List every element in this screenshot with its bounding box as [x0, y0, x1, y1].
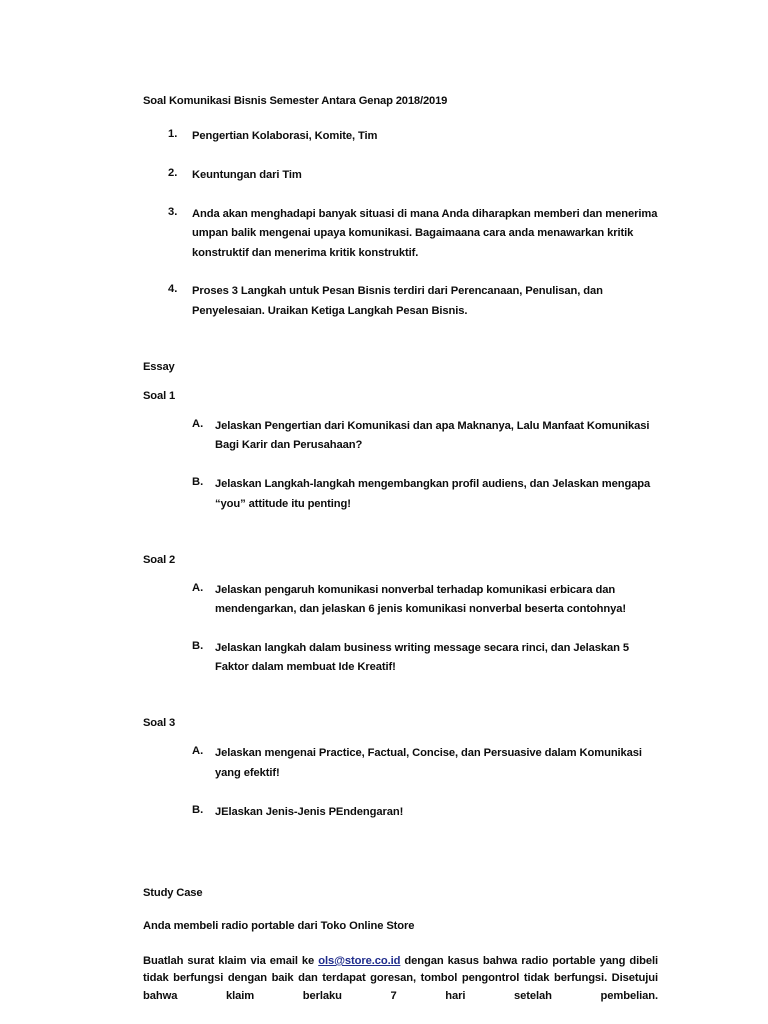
- list-marker: B.: [192, 476, 204, 489]
- list-item: [143, 743, 658, 801]
- list-marker: 4.: [168, 283, 178, 296]
- list-item: [143, 204, 658, 282]
- list-item-text: Jelaskan Langkah-langkah mengembangkan profil audiens, dan Jelaskan mengapa “you” attitude itu penting!: [215, 478, 651, 510]
- list-marker: 3.: [168, 205, 178, 218]
- spacer: [143, 935, 658, 953]
- list-item: [143, 165, 658, 204]
- list-item: [143, 474, 658, 532]
- list-item-text: Jelaskan langkah dalam business writing message secara rinci, dan Jelaskan 5 Faktor dalam membuat Ide Kreatif!: [215, 641, 630, 674]
- study-case-heading: Study Case: [143, 887, 203, 900]
- list-marker: A.: [192, 745, 204, 758]
- list-item: [143, 802, 658, 841]
- question-list-soal-1: [143, 416, 658, 532]
- essay-heading: Essay: [143, 360, 175, 373]
- section-heading-soal-1: Soal 1: [143, 389, 176, 402]
- list-marker: A.: [192, 581, 204, 594]
- study-case-body: [143, 953, 658, 1023]
- study-case-text-before-link: Buatlah surat klaim via email ke: [143, 955, 319, 967]
- spacer: [143, 340, 658, 362]
- list-marker: 1.: [168, 128, 178, 141]
- spacer: [143, 729, 658, 743]
- list-item-text: Keuntungan dari Tim: [192, 169, 302, 182]
- spacer: [143, 373, 658, 391]
- list-item-text: Jelaskan Pengertian dari Komunikasi dan apa Maknanya, Lalu Manfaat Komunikasi Bagi Karir dan Perusahaan?: [215, 420, 650, 452]
- list-item: [143, 126, 658, 165]
- list-item-text: Jelaskan pengaruh komunikasi nonverbal terhadap komunikasi erbicara dan mendengarkan, dan jelaskan 6 jenis komunikasi nonverbal beserta contohnya!: [215, 583, 627, 616]
- list-item: [143, 638, 658, 696]
- section-heading-soal-3: Soal 3: [143, 717, 176, 730]
- spacer: [143, 533, 658, 555]
- list-marker: B.: [192, 639, 204, 652]
- list-item-text: Jelaskan mengenai Practice, Factual, Concise, dan Persuasive dalam Komunikasi yang efektif!: [215, 747, 642, 779]
- list-item: [143, 416, 658, 474]
- document-body: [143, 96, 658, 1023]
- list-marker: 2.: [168, 167, 178, 180]
- study-case-intro: Anda membeli radio portable dari Toko Online Store: [143, 919, 415, 932]
- question-list-soal-3: [143, 743, 658, 840]
- spacer: [143, 900, 658, 918]
- spacer: [143, 840, 658, 888]
- study-case-text-after-link: dengan kasus bahwa radio portable yang dibeli tidak berfungsi dengan baik dan terdapat goresan, tombol pengontrol tidak berfungsi. Disetujui bahwa klaim berlaku 7 hari setelah pembelian.: [143, 955, 658, 1002]
- list-item-text: Anda akan menghadapi banyak situasi di mana Anda diharapkan memberi dan menerima umpan balik mengenai upaya komunikasi. Bagaimaana cara anda menawarkan kritik konstruktif dan menerima kritik konstruktif.: [192, 207, 658, 259]
- list-marker: A.: [192, 418, 204, 431]
- spacer: [143, 402, 658, 416]
- page-title: Soal Komunikasi Bisnis Semester Antara Genap 2018/2019: [143, 95, 448, 107]
- list-item-text: Proses 3 Langkah untuk Pesan Bisnis terdiri dari Perencanaan, Penulisan, dan Penyelesaian. Uraikan Ketiga Langkah Pesan Bisnis.: [192, 285, 603, 317]
- list-item: [143, 281, 658, 339]
- list-item: [143, 580, 658, 638]
- list-item-text: Pengertian Kolaborasi, Komite, Tim: [192, 130, 378, 143]
- question-list-soal-2: [143, 580, 658, 696]
- numbered-question-list: [143, 126, 658, 339]
- section-heading-soal-2: Soal 2: [143, 553, 176, 566]
- email-link[interactable]: ols@store.co.id: [318, 955, 401, 967]
- spacer: [143, 696, 658, 718]
- list-marker: B.: [192, 803, 204, 816]
- list-item-text: JElaskan Jenis-Jenis PEndengaran!: [215, 805, 404, 818]
- spacer: [143, 566, 658, 580]
